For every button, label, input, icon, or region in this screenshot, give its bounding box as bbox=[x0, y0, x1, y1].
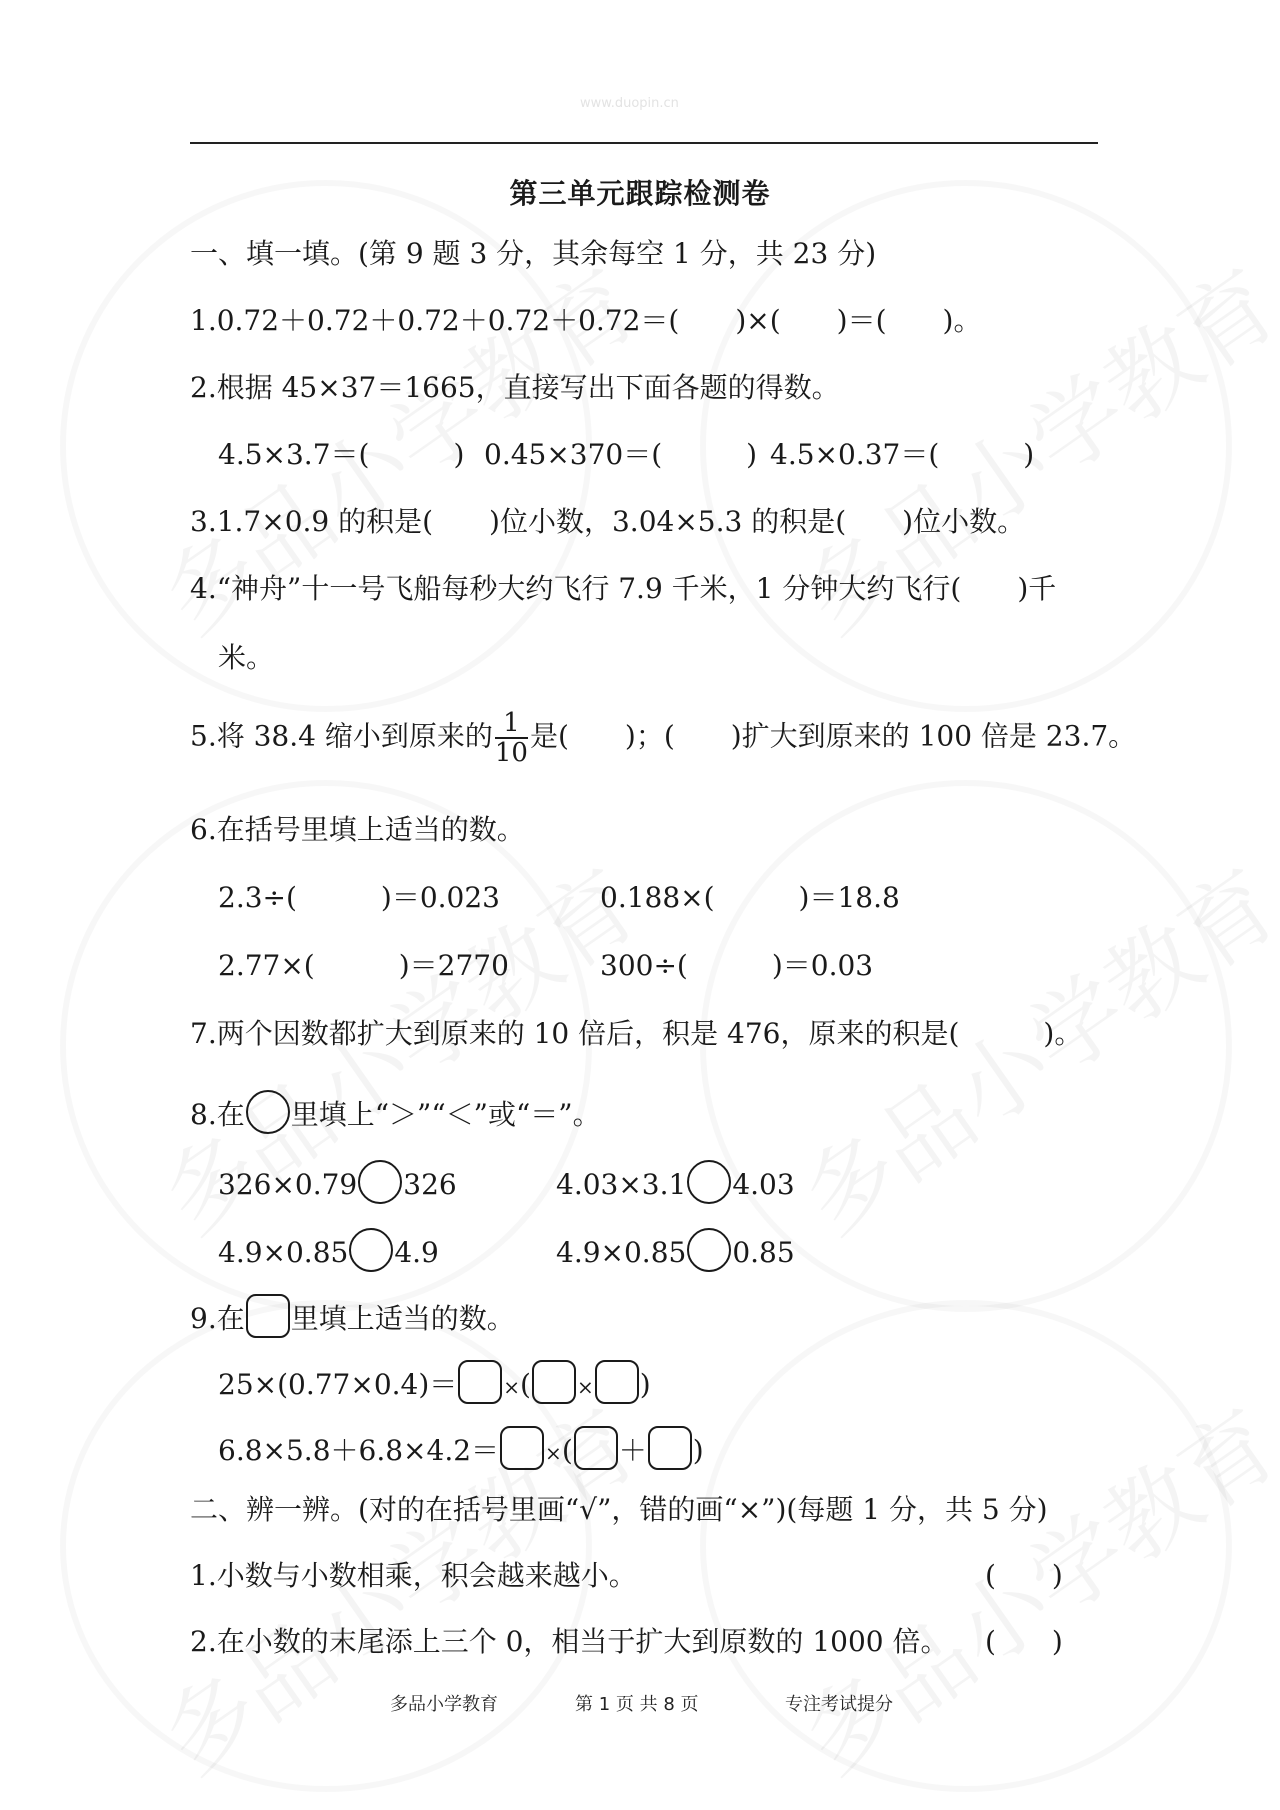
judge-question-2: 2.在小数的末尾添上三个 0，相当于扩大到原数的 1000 倍。 bbox=[190, 1625, 949, 1658]
question-8-prefix: 8.在 bbox=[190, 1098, 245, 1131]
question-8a bbox=[218, 1160, 457, 1204]
expression: 25×(0.77×0.4)＝ bbox=[218, 1368, 458, 1401]
header-watermark-url: www.duopin.cn bbox=[580, 96, 679, 111]
question-4-line2: 米。 bbox=[218, 641, 275, 674]
question-8c bbox=[218, 1228, 439, 1272]
judge-answer-1[interactable]: ( ) bbox=[985, 1559, 1063, 1592]
question-2c: 4.5×0.37＝( ) bbox=[770, 438, 1035, 471]
question-9 bbox=[190, 1294, 515, 1338]
page-title: 第三单元跟踪检测卷 bbox=[509, 177, 771, 210]
question-8-suffix: 里填上“＞”“＜”或“＝”。 bbox=[290, 1098, 601, 1131]
header-rule bbox=[190, 142, 1098, 144]
question-6c: 2.77×( )＝2770 bbox=[218, 949, 509, 982]
question-6a: 2.3÷( )＝0.023 bbox=[218, 881, 500, 914]
question-6d: 300÷( )＝0.03 bbox=[600, 949, 874, 982]
fraction-one-tenth bbox=[495, 710, 528, 766]
answer-box[interactable] bbox=[595, 1360, 639, 1404]
compare-right: 4.03 bbox=[732, 1168, 795, 1201]
answer-box[interactable] bbox=[648, 1426, 692, 1470]
watermark-ring bbox=[700, 1300, 1232, 1792]
close-paren: ) bbox=[639, 1368, 651, 1401]
question-9-prefix: 9.在 bbox=[190, 1302, 245, 1335]
question-5-suffix: 是( )；( )扩大到原来的 100 倍是 23.7。 bbox=[529, 719, 1137, 753]
answer-circle[interactable] bbox=[687, 1228, 731, 1272]
open-paren: ( bbox=[520, 1368, 531, 1401]
times-sign: × bbox=[576, 1375, 594, 1399]
footer-brand: 多品小学教育 bbox=[390, 1694, 498, 1715]
fraction-denominator: 10 bbox=[494, 738, 528, 768]
times-sign: × bbox=[503, 1375, 521, 1399]
compare-left: 4.03×3.1 bbox=[556, 1168, 687, 1201]
compare-left: 4.9×0.85 bbox=[218, 1236, 349, 1269]
question-3: 3.1.7×0.9 的积是( )位小数，3.04×5.3 的积是( )位小数。 bbox=[190, 505, 1026, 538]
open-paren: ( bbox=[561, 1434, 573, 1467]
question-8d bbox=[556, 1228, 795, 1272]
question-5 bbox=[190, 710, 1136, 766]
answer-box[interactable] bbox=[246, 1294, 290, 1338]
expression: 6.8×5.8＋6.8×4.2＝ bbox=[218, 1434, 500, 1467]
answer-box[interactable] bbox=[574, 1426, 618, 1470]
question-2b: 0.45×370＝( ) bbox=[484, 438, 758, 471]
compare-left: 4.9×0.85 bbox=[556, 1236, 687, 1269]
question-6b: 0.188×( )＝18.8 bbox=[600, 881, 900, 914]
question-2: 2.根据 45×37＝1665，直接写出下面各题的得数。 bbox=[190, 371, 840, 404]
judge-question-1: 1.小数与小数相乘，积会越来越小。 bbox=[190, 1559, 637, 1592]
question-6: 6.在括号里填上适当的数。 bbox=[190, 813, 525, 846]
section1-heading: 一、填一填。(第 9 题 3 分，其余每空 1 分，共 23 分) bbox=[190, 237, 877, 270]
question-9a bbox=[218, 1360, 651, 1405]
question-7: 7.两个因数都扩大到原来的 10 倍后，积是 476，原来的积是( )。 bbox=[190, 1017, 1083, 1050]
section2-heading: 二、辨一辨。(对的在括号里画“√”，错的画“×”)(每题 1 分，共 5 分) bbox=[190, 1493, 1048, 1526]
question-9-suffix: 里填上适当的数。 bbox=[290, 1302, 515, 1335]
answer-box[interactable] bbox=[532, 1360, 576, 1404]
plus-sign: ＋ bbox=[618, 1434, 647, 1467]
question-5-prefix: 5.将 38.4 缩小到原来的 bbox=[190, 719, 493, 753]
question-8 bbox=[190, 1090, 601, 1134]
answer-box[interactable] bbox=[458, 1360, 502, 1404]
compare-right: 4.9 bbox=[394, 1236, 439, 1269]
close-paren: ) bbox=[692, 1434, 704, 1467]
answer-circle[interactable] bbox=[687, 1160, 731, 1204]
answer-circle[interactable] bbox=[246, 1090, 290, 1134]
answer-circle[interactable] bbox=[358, 1160, 402, 1204]
judge-answer-2[interactable]: ( ) bbox=[985, 1625, 1063, 1658]
compare-right: 0.85 bbox=[732, 1236, 795, 1269]
footer-page-number: 第 1 页 共 8 页 bbox=[575, 1694, 699, 1715]
answer-box[interactable] bbox=[500, 1426, 544, 1470]
question-8b bbox=[556, 1160, 795, 1204]
question-2a: 4.5×3.7＝( ) bbox=[218, 438, 465, 471]
fraction-numerator: 1 bbox=[495, 710, 528, 739]
question-1: 1.0.72＋0.72＋0.72＋0.72＋0.72＝( )×( )＝( )。 bbox=[190, 304, 982, 337]
footer-slogan: 专注考试提分 bbox=[785, 1694, 893, 1715]
times-sign: × bbox=[545, 1441, 562, 1465]
question-4-line1: 4.“神舟”十一号飞船每秒大约飞行 7.9 千米，1 分钟大约飞行( )千 bbox=[190, 572, 1057, 605]
compare-left: 326×0.79 bbox=[218, 1168, 358, 1201]
compare-right: 326 bbox=[403, 1168, 457, 1201]
question-9b bbox=[218, 1426, 704, 1471]
answer-circle[interactable] bbox=[349, 1228, 393, 1272]
